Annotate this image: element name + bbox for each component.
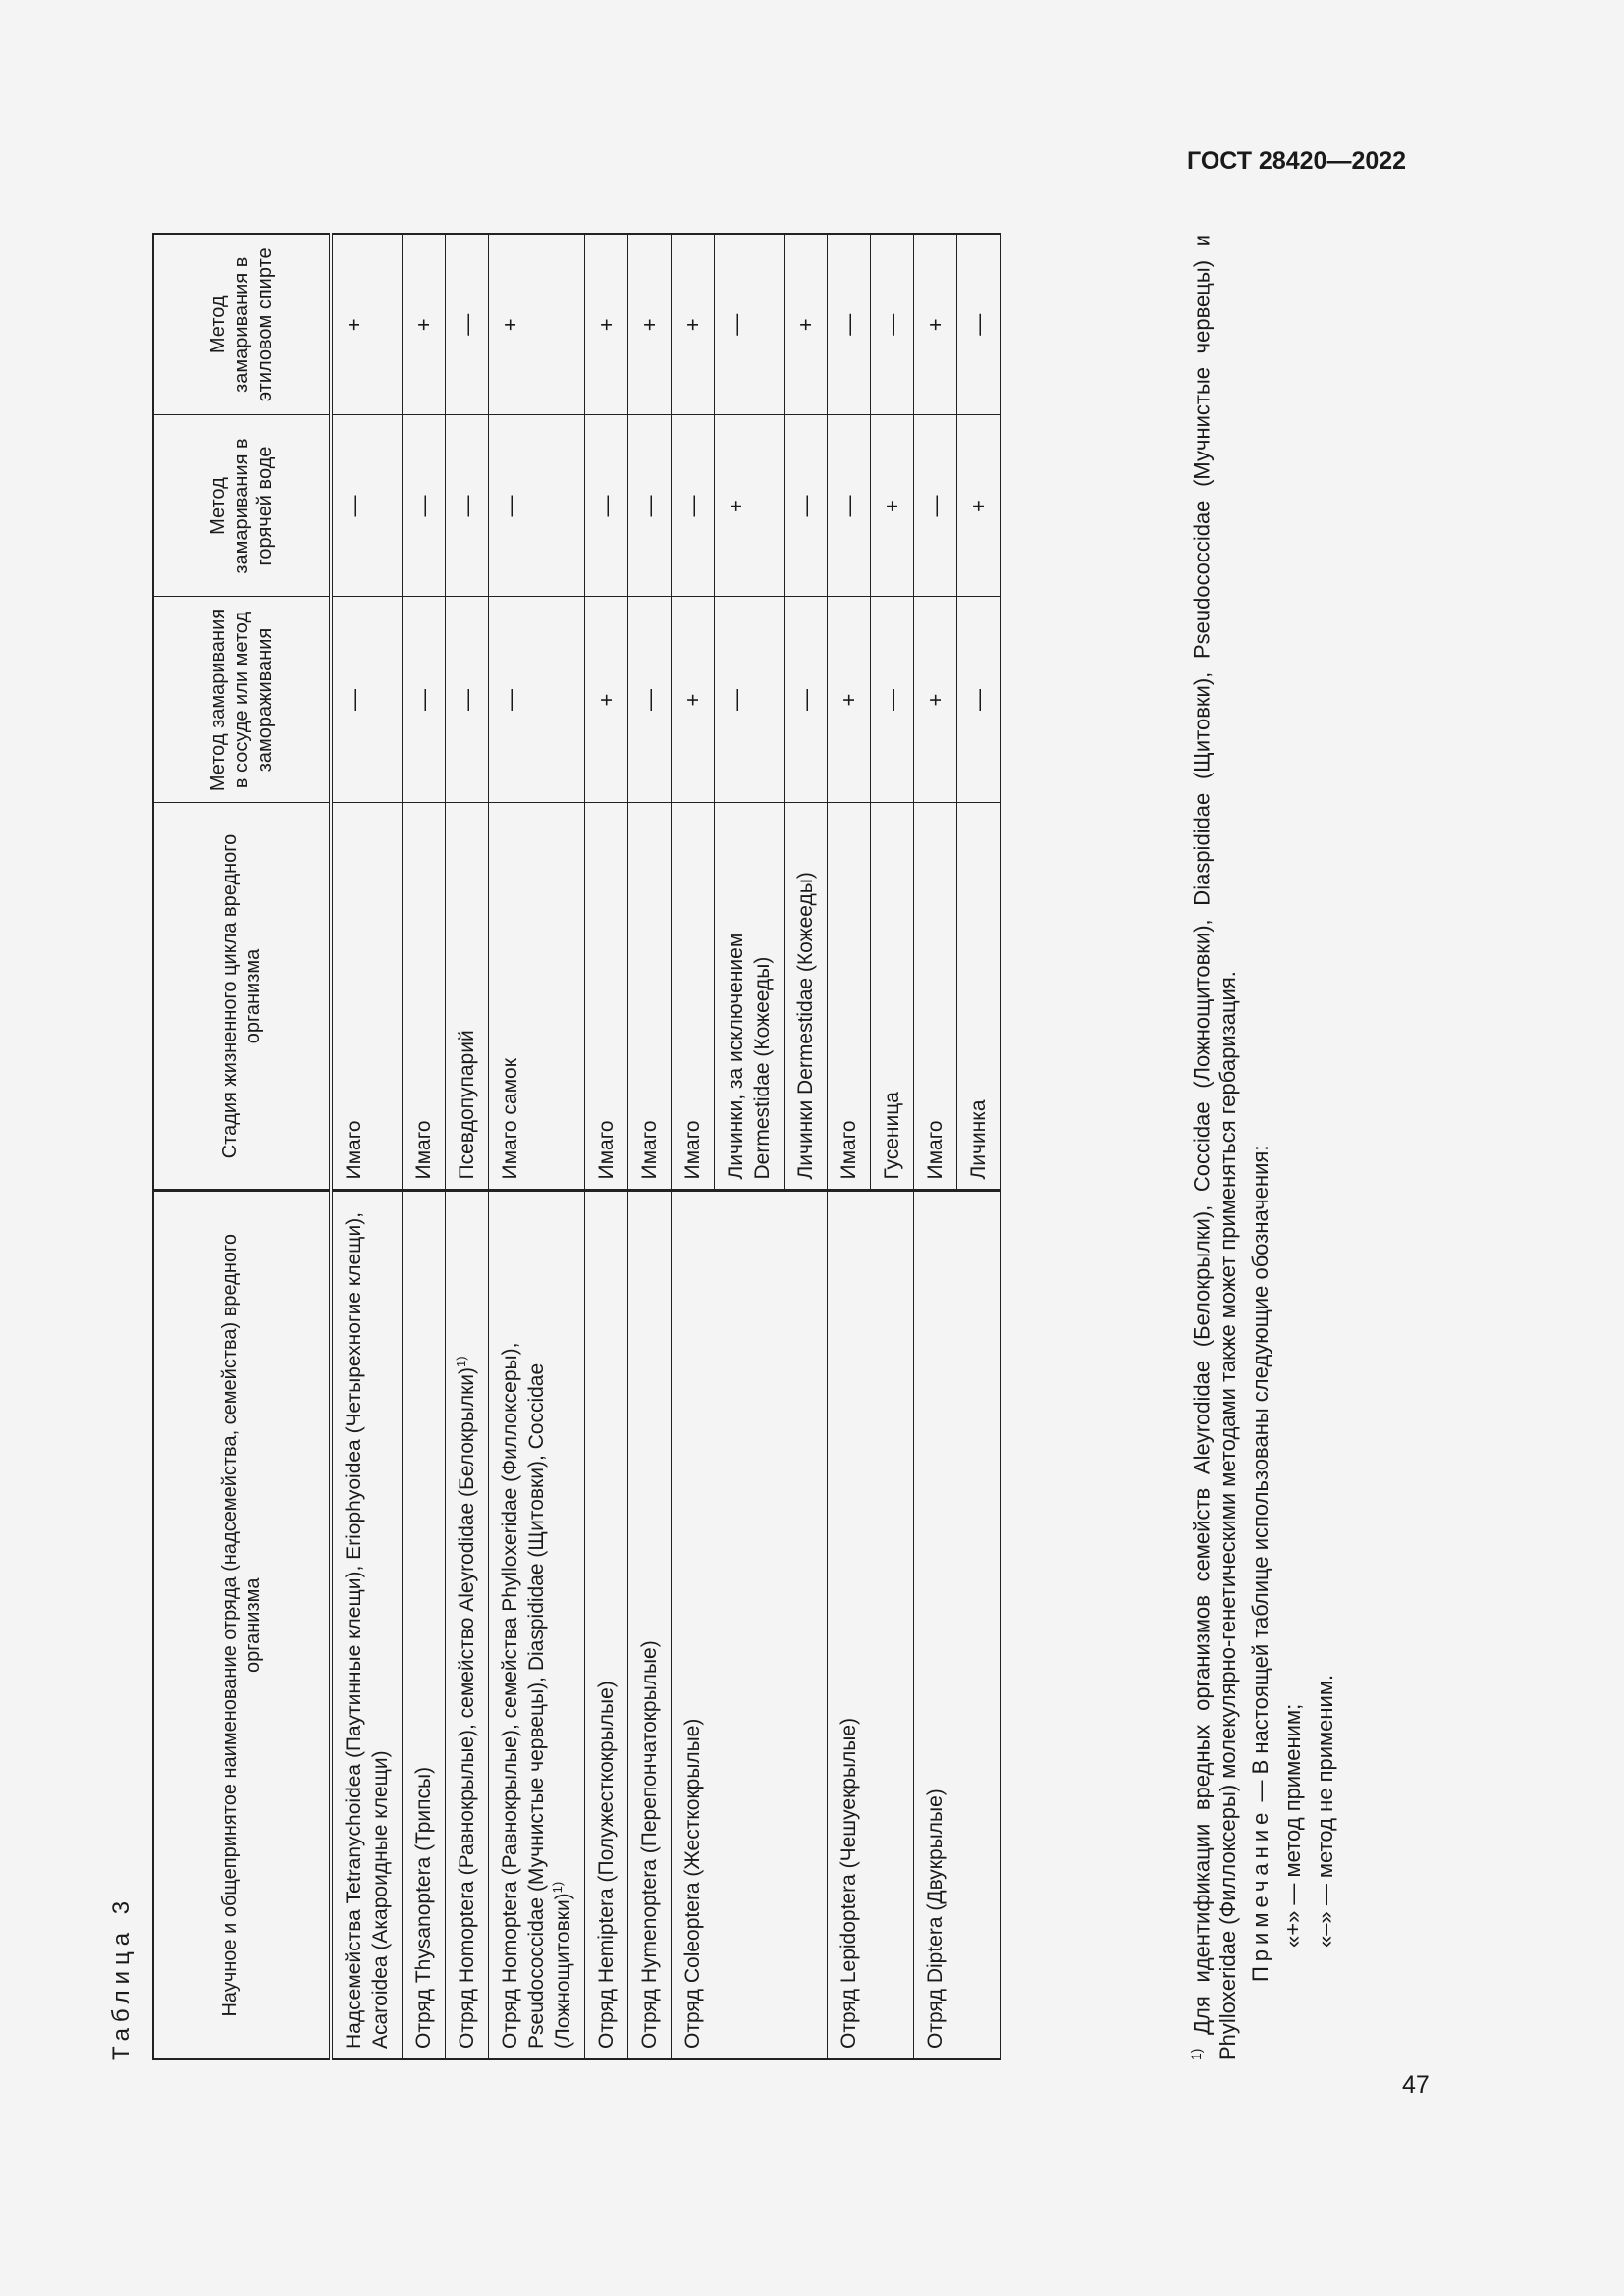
vessel-method: + [672, 597, 715, 803]
vessel-method: — [957, 597, 1001, 803]
column-header-ethanol: Метод замаривания в этиловом спирте [153, 234, 331, 415]
organism-name: Отряд Hemiptera (Полужесткокрылые) [585, 1191, 628, 2059]
organism-name: Надсемейства Tetranychoidea (Паутинные клещи), Eriophyoidea (Четырехногие клещи), Acaroidea (Акароидные клещи) [331, 1191, 403, 2059]
ethanol-method: + [331, 234, 403, 415]
vessel-method: — [871, 597, 914, 803]
table-row [672, 234, 715, 2059]
ethanol-method: — [446, 234, 489, 415]
ethanol-method: — [957, 234, 1001, 415]
life-stage: Личинки, за исключением Dermestidae (Кожееды) [715, 803, 785, 1191]
column-header-name: Научное и общепринятое наименование отряда (надсемейства, семейства) вредного организма [153, 1191, 331, 2059]
column-header-stage: Стадия жизненного цикла вредного организма [153, 803, 331, 1191]
ethanol-method: + [585, 234, 628, 415]
note [1247, 235, 1273, 1982]
note-label: Примечание [1248, 1807, 1273, 1982]
footnote [1183, 235, 1241, 2060]
hot-water-method: — [403, 415, 446, 597]
organism-name: Отряд Lepidoptera (Чешуекрылые) [828, 1191, 914, 2059]
vessel-method: + [828, 597, 871, 803]
table-row [628, 234, 672, 2059]
hot-water-method: — [446, 415, 489, 597]
vessel-method: — [489, 597, 585, 803]
table-notes [1183, 235, 1338, 2060]
ethanol-method: + [672, 234, 715, 415]
footnote-text: Для идентификации вредных организмов семейств Aleyrodidae (Белокрылки), Coccidae (Ложнощитовки), Diaspididae (Щитовки), Pseudococcidae (Мучнистые червецы) и Phylloxeridae (Филлоксеры) молекулярно-генетическими методами также может применяться гербаризация. [1189, 235, 1241, 2060]
organism-name: Отряд Hymenoptera (Перепончатокрылые) [628, 1191, 672, 2059]
life-stage: Имаго [585, 803, 628, 1191]
ethanol-method: — [715, 234, 785, 415]
life-stage: Личинки Dermestidae (Кожееды) [785, 803, 828, 1191]
legend-applicable: «+» — метод применим; [1280, 1703, 1306, 1948]
ethanol-method: + [489, 234, 585, 415]
organism-name: Отряд Homoptera (Равнокрылые), семейство Aleyrodidae (Белокрылки)$^{1)}$ [446, 1191, 489, 2059]
column-header-vessel: Метод замаривания в сосуде или метод замораживания [153, 597, 331, 803]
hot-water-method: — [628, 415, 672, 597]
table-row [403, 234, 446, 2059]
organism-name: Отряд Thysanoptera (Трипсы) [403, 1191, 446, 2059]
life-stage: Личинка [957, 803, 1001, 1191]
hot-water-method: — [914, 415, 957, 597]
vessel-method: + [585, 597, 628, 803]
note-text: — В настоящей таблице использованы следующие обозначения: [1248, 1145, 1273, 1802]
footnote-ref: 1) [550, 1881, 565, 1894]
table-header-row [153, 234, 331, 2059]
hot-water-method: — [331, 415, 403, 597]
hot-water-method: — [672, 415, 715, 597]
standard-code: ГОСТ 28420—2022 [1187, 147, 1407, 175]
table-row [914, 234, 957, 2059]
page-number: 47 [1402, 2071, 1430, 2099]
life-stage: Имаго [628, 803, 672, 1191]
ethanol-method: + [785, 234, 828, 415]
hot-water-method: — [828, 415, 871, 597]
column-header-hot-water: Метод замаривания в горячей воде [153, 415, 331, 597]
hot-water-method: — [489, 415, 585, 597]
table-row [828, 234, 871, 2059]
vessel-method: — [785, 597, 828, 803]
hot-water-method: — [585, 415, 628, 597]
organism-name: Отряд Coleoptera (Жесткокрылые) [672, 1191, 828, 2059]
vessel-method: — [446, 597, 489, 803]
methods-table [152, 233, 1001, 2060]
footnote-mark: 1) [1188, 2048, 1204, 2060]
table-row [585, 234, 628, 2059]
hot-water-method: + [715, 415, 785, 597]
ethanol-method: + [914, 234, 957, 415]
ethanol-method: + [628, 234, 672, 415]
ethanol-method: — [871, 234, 914, 415]
life-stage: Имаго [914, 803, 957, 1191]
hot-water-method: + [871, 415, 914, 597]
table-row [331, 234, 403, 2059]
ethanol-method: + [403, 234, 446, 415]
legend-not-applicable: «–» — метод не применим. [1313, 1674, 1338, 1948]
table-row [446, 234, 489, 2059]
footnote-ref: 1) [454, 1356, 468, 1367]
organism-name: Отряд Diptera (Двукрылые) [914, 1191, 1001, 2059]
life-stage: Имаго [403, 803, 446, 1191]
table-row [489, 234, 585, 2059]
life-stage: Имаго [672, 803, 715, 1191]
life-stage: Имаго [828, 803, 871, 1191]
life-stage: Имаго самок [489, 803, 585, 1191]
rotated-content [108, 235, 1338, 2060]
vessel-method: — [715, 597, 785, 803]
hot-water-method: + [957, 415, 1001, 597]
vessel-method: — [331, 597, 403, 803]
table-caption: Таблица 3 [108, 1895, 135, 2060]
organism-name: Отряд Homoptera (Равнокрылые), семейства Phylloxeridae (Филлоксеры), Pseudococcidae (Мучнистые червецы), Diaspididae (Щитовки), Coccidae (Ложнощитовки)$^{1)}$ [489, 1191, 585, 2059]
vessel-method: — [628, 597, 672, 803]
vessel-method: + [914, 597, 957, 803]
vessel-method: — [403, 597, 446, 803]
ethanol-method: — [828, 234, 871, 415]
hot-water-method: — [785, 415, 828, 597]
life-stage: Гусеница [871, 803, 914, 1191]
life-stage: Имаго [331, 803, 403, 1191]
life-stage: Псевдопупарий [446, 803, 489, 1191]
